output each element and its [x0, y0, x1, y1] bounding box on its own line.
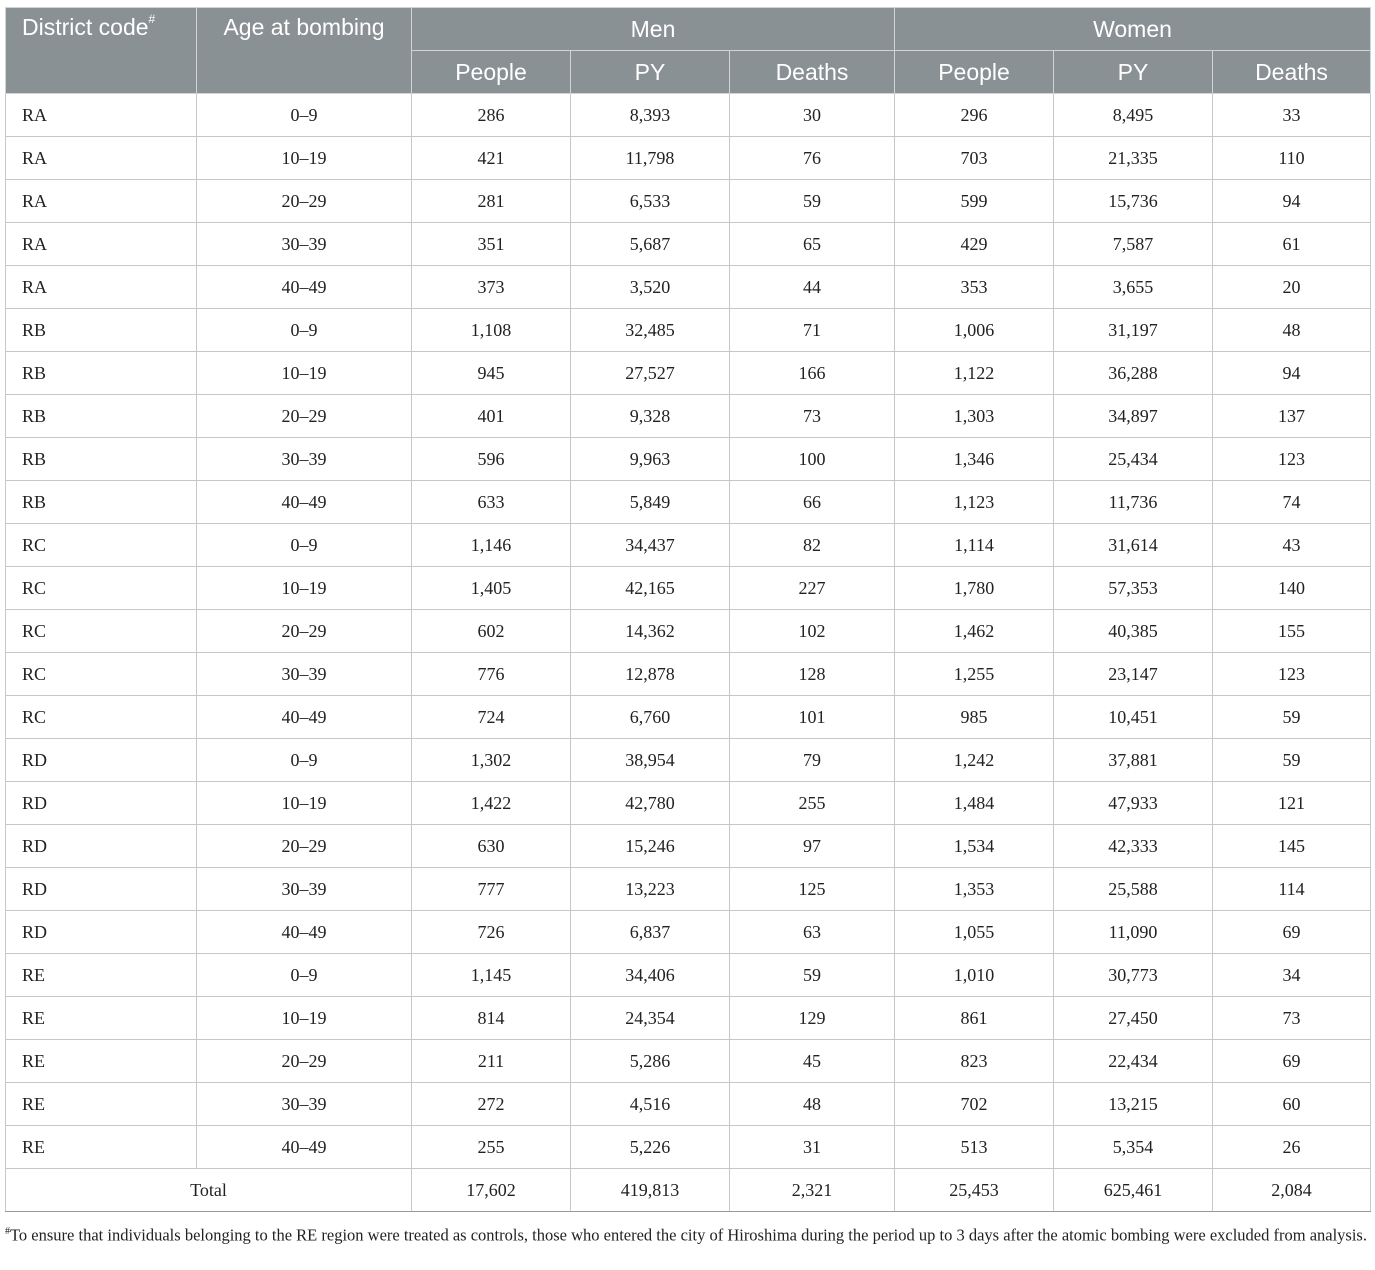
table-row	[6, 524, 1371, 567]
table-row	[6, 610, 1371, 653]
cell-age: 20–29	[197, 1040, 412, 1083]
table-row	[6, 395, 1371, 438]
cell-age: 40–49	[197, 1126, 412, 1169]
cell-women-py: 57,353	[1054, 567, 1213, 610]
table-row	[6, 266, 1371, 309]
cell-men-people: 1,145	[412, 954, 571, 997]
cell-women-py: 21,335	[1054, 137, 1213, 180]
cell-women-people: 702	[895, 1083, 1054, 1126]
cell-men-people: 401	[412, 395, 571, 438]
cell-district-code: RA	[6, 223, 197, 266]
table-row	[6, 696, 1371, 739]
table-body	[6, 94, 1371, 1212]
table-row	[6, 481, 1371, 524]
cell-men-py: 42,780	[571, 782, 730, 825]
cell-district-code: RA	[6, 94, 197, 137]
cell-men-people: 1,302	[412, 739, 571, 782]
cell-men-people: 776	[412, 653, 571, 696]
cell-women-py: 31,197	[1054, 309, 1213, 352]
cell-women-people: 599	[895, 180, 1054, 223]
cell-district-code: RA	[6, 137, 197, 180]
cell-women-py: 34,897	[1054, 395, 1213, 438]
cell-men-py: 6,760	[571, 696, 730, 739]
cell-men-py: 5,687	[571, 223, 730, 266]
mortality-table	[5, 7, 1371, 1212]
cell-district-code: RC	[6, 610, 197, 653]
cell-men-people: 1,108	[412, 309, 571, 352]
cell-age: 40–49	[197, 266, 412, 309]
cell-women-people: 513	[895, 1126, 1054, 1169]
cell-women-deaths: 155	[1213, 610, 1371, 653]
cell-men-deaths: 82	[730, 524, 895, 567]
cell-men-people: 421	[412, 137, 571, 180]
cell-women-deaths: 69	[1213, 1040, 1371, 1083]
cell-women-py: 40,385	[1054, 610, 1213, 653]
cell-women-py: 27,450	[1054, 997, 1213, 1040]
cell-women-deaths: 61	[1213, 223, 1371, 266]
cell-women-py: 47,933	[1054, 782, 1213, 825]
cell-men-py: 3,520	[571, 266, 730, 309]
table-row	[6, 739, 1371, 782]
cell-women-deaths: 60	[1213, 1083, 1371, 1126]
header-district-code-label: District code	[22, 14, 149, 40]
cell-age: 0–9	[197, 524, 412, 567]
cell-women-deaths: 59	[1213, 739, 1371, 782]
cell-district-code: RD	[6, 739, 197, 782]
cell-district-code: RC	[6, 696, 197, 739]
cell-women-py: 37,881	[1054, 739, 1213, 782]
cell-age: 30–39	[197, 653, 412, 696]
cell-district-code: RE	[6, 997, 197, 1040]
footnote-mark: #	[5, 1226, 10, 1237]
cell-men-people: 777	[412, 868, 571, 911]
cell-women-deaths: 59	[1213, 696, 1371, 739]
cell-women-py: 25,588	[1054, 868, 1213, 911]
table-row	[6, 997, 1371, 1040]
cell-district-code: RB	[6, 438, 197, 481]
cell-women-deaths: 110	[1213, 137, 1371, 180]
total-women-py: 625,461	[1054, 1169, 1213, 1212]
cell-women-people: 1,242	[895, 739, 1054, 782]
cell-men-deaths: 44	[730, 266, 895, 309]
cell-women-deaths: 34	[1213, 954, 1371, 997]
cell-women-people: 1,346	[895, 438, 1054, 481]
table-row	[6, 1126, 1371, 1169]
cell-men-deaths: 166	[730, 352, 895, 395]
cell-men-py: 6,533	[571, 180, 730, 223]
cell-district-code: RB	[6, 481, 197, 524]
cell-women-py: 8,495	[1054, 94, 1213, 137]
cell-age: 40–49	[197, 911, 412, 954]
cell-women-people: 1,534	[895, 825, 1054, 868]
cell-women-deaths: 114	[1213, 868, 1371, 911]
cell-men-py: 38,954	[571, 739, 730, 782]
table-header	[6, 8, 1371, 94]
table-row	[6, 180, 1371, 223]
cell-women-people: 296	[895, 94, 1054, 137]
cell-women-deaths: 48	[1213, 309, 1371, 352]
cell-age: 0–9	[197, 739, 412, 782]
cell-men-people: 281	[412, 180, 571, 223]
cell-men-py: 8,393	[571, 94, 730, 137]
table-row	[6, 954, 1371, 997]
cell-women-people: 1,780	[895, 567, 1054, 610]
cell-women-py: 36,288	[1054, 352, 1213, 395]
cell-men-deaths: 102	[730, 610, 895, 653]
cell-women-deaths: 123	[1213, 438, 1371, 481]
table-row	[6, 825, 1371, 868]
cell-men-deaths: 128	[730, 653, 895, 696]
cell-women-deaths: 20	[1213, 266, 1371, 309]
header-district-code	[6, 8, 197, 94]
header-women-py: PY	[1054, 51, 1213, 94]
cell-men-people: 211	[412, 1040, 571, 1083]
cell-district-code: RC	[6, 524, 197, 567]
cell-women-deaths: 26	[1213, 1126, 1371, 1169]
cell-age: 20–29	[197, 825, 412, 868]
table-row	[6, 137, 1371, 180]
table-row	[6, 1040, 1371, 1083]
cell-men-deaths: 48	[730, 1083, 895, 1126]
total-men-py: 419,813	[571, 1169, 730, 1212]
cell-women-py: 42,333	[1054, 825, 1213, 868]
cell-women-py: 7,587	[1054, 223, 1213, 266]
cell-men-py: 5,226	[571, 1126, 730, 1169]
cell-men-deaths: 45	[730, 1040, 895, 1083]
cell-age: 20–29	[197, 395, 412, 438]
cell-men-people: 814	[412, 997, 571, 1040]
cell-men-deaths: 79	[730, 739, 895, 782]
cell-women-py: 15,736	[1054, 180, 1213, 223]
table-row	[6, 653, 1371, 696]
cell-women-py: 11,090	[1054, 911, 1213, 954]
cell-women-deaths: 137	[1213, 395, 1371, 438]
cell-age: 20–29	[197, 180, 412, 223]
cell-men-deaths: 76	[730, 137, 895, 180]
cell-district-code: RD	[6, 825, 197, 868]
cell-men-py: 5,286	[571, 1040, 730, 1083]
table-row	[6, 567, 1371, 610]
cell-age: 10–19	[197, 997, 412, 1040]
header-men: Men	[412, 8, 895, 51]
cell-men-deaths: 63	[730, 911, 895, 954]
cell-men-people: 724	[412, 696, 571, 739]
header-men-people: People	[412, 51, 571, 94]
cell-women-py: 22,434	[1054, 1040, 1213, 1083]
cell-men-deaths: 59	[730, 180, 895, 223]
cell-age: 30–39	[197, 223, 412, 266]
table-container	[5, 7, 1370, 1247]
cell-women-people: 429	[895, 223, 1054, 266]
cell-district-code: RE	[6, 954, 197, 997]
cell-women-deaths: 94	[1213, 180, 1371, 223]
cell-men-py: 34,406	[571, 954, 730, 997]
cell-district-code: RB	[6, 309, 197, 352]
cell-district-code: RB	[6, 352, 197, 395]
cell-men-py: 12,878	[571, 653, 730, 696]
cell-women-people: 861	[895, 997, 1054, 1040]
cell-women-deaths: 121	[1213, 782, 1371, 825]
cell-men-people: 633	[412, 481, 571, 524]
cell-men-deaths: 101	[730, 696, 895, 739]
cell-men-people: 1,146	[412, 524, 571, 567]
table-row	[6, 911, 1371, 954]
cell-men-py: 14,362	[571, 610, 730, 653]
cell-men-py: 9,963	[571, 438, 730, 481]
cell-women-people: 1,484	[895, 782, 1054, 825]
cell-age: 30–39	[197, 868, 412, 911]
cell-women-deaths: 69	[1213, 911, 1371, 954]
total-men-deaths: 2,321	[730, 1169, 895, 1212]
cell-men-py: 5,849	[571, 481, 730, 524]
cell-men-py: 34,437	[571, 524, 730, 567]
cell-women-deaths: 94	[1213, 352, 1371, 395]
table-row	[6, 782, 1371, 825]
cell-district-code: RC	[6, 653, 197, 696]
cell-women-people: 1,010	[895, 954, 1054, 997]
cell-women-deaths: 33	[1213, 94, 1371, 137]
cell-men-py: 27,527	[571, 352, 730, 395]
cell-men-deaths: 227	[730, 567, 895, 610]
total-women-deaths: 2,084	[1213, 1169, 1371, 1212]
cell-men-deaths: 65	[730, 223, 895, 266]
table-row	[6, 868, 1371, 911]
cell-women-people: 353	[895, 266, 1054, 309]
cell-women-py: 31,614	[1054, 524, 1213, 567]
total-row	[6, 1169, 1371, 1212]
total-men-people: 17,602	[412, 1169, 571, 1212]
cell-women-py: 13,215	[1054, 1083, 1213, 1126]
cell-women-people: 703	[895, 137, 1054, 180]
cell-age: 0–9	[197, 954, 412, 997]
cell-men-deaths: 31	[730, 1126, 895, 1169]
cell-men-py: 4,516	[571, 1083, 730, 1126]
total-women-people: 25,453	[895, 1169, 1054, 1212]
cell-men-py: 13,223	[571, 868, 730, 911]
cell-women-py: 11,736	[1054, 481, 1213, 524]
cell-district-code: RE	[6, 1040, 197, 1083]
cell-age: 20–29	[197, 610, 412, 653]
cell-men-deaths: 59	[730, 954, 895, 997]
header-men-py: PY	[571, 51, 730, 94]
cell-age: 10–19	[197, 137, 412, 180]
cell-age: 40–49	[197, 696, 412, 739]
cell-district-code: RA	[6, 266, 197, 309]
cell-men-py: 42,165	[571, 567, 730, 610]
cell-men-deaths: 125	[730, 868, 895, 911]
table-row	[6, 223, 1371, 266]
cell-women-people: 1,123	[895, 481, 1054, 524]
cell-district-code: RC	[6, 567, 197, 610]
cell-men-py: 15,246	[571, 825, 730, 868]
cell-women-py: 5,354	[1054, 1126, 1213, 1169]
cell-district-code: RE	[6, 1083, 197, 1126]
cell-men-py: 11,798	[571, 137, 730, 180]
cell-age: 30–39	[197, 1083, 412, 1126]
cell-age: 0–9	[197, 94, 412, 137]
cell-men-py: 24,354	[571, 997, 730, 1040]
cell-men-people: 373	[412, 266, 571, 309]
cell-women-people: 1,462	[895, 610, 1054, 653]
cell-district-code: RB	[6, 395, 197, 438]
table-row	[6, 1083, 1371, 1126]
cell-men-deaths: 66	[730, 481, 895, 524]
cell-men-people: 602	[412, 610, 571, 653]
total-label: Total	[6, 1169, 412, 1212]
cell-women-people: 1,055	[895, 911, 1054, 954]
cell-men-py: 9,328	[571, 395, 730, 438]
cell-women-people: 1,255	[895, 653, 1054, 696]
cell-men-deaths: 30	[730, 94, 895, 137]
header-footnote-mark: #	[148, 12, 156, 26]
header-women-deaths: Deaths	[1213, 51, 1371, 94]
header-men-deaths: Deaths	[730, 51, 895, 94]
cell-women-deaths: 145	[1213, 825, 1371, 868]
table-row	[6, 438, 1371, 481]
cell-age: 30–39	[197, 438, 412, 481]
cell-district-code: RE	[6, 1126, 197, 1169]
cell-district-code: RA	[6, 180, 197, 223]
footnote-text: To ensure that individuals belonging to the RE region were treated as controls, those who entered the city of Hiroshima during the period up to 3 days after the atomic bombing were excluded from analysis.	[10, 1225, 1367, 1245]
header-age-at-bombing: Age at bombing	[197, 8, 412, 94]
cell-age: 10–19	[197, 567, 412, 610]
cell-men-people: 945	[412, 352, 571, 395]
table-row	[6, 94, 1371, 137]
cell-men-people: 351	[412, 223, 571, 266]
cell-men-deaths: 73	[730, 395, 895, 438]
cell-men-deaths: 97	[730, 825, 895, 868]
cell-men-people: 726	[412, 911, 571, 954]
header-women: Women	[895, 8, 1371, 51]
cell-men-deaths: 71	[730, 309, 895, 352]
cell-women-deaths: 140	[1213, 567, 1371, 610]
cell-men-people: 630	[412, 825, 571, 868]
cell-women-py: 30,773	[1054, 954, 1213, 997]
cell-men-deaths: 100	[730, 438, 895, 481]
cell-men-people: 1,405	[412, 567, 571, 610]
cell-men-people: 1,422	[412, 782, 571, 825]
cell-women-py: 25,434	[1054, 438, 1213, 481]
cell-age: 0–9	[197, 309, 412, 352]
cell-men-deaths: 129	[730, 997, 895, 1040]
table-footnote	[5, 1220, 1370, 1247]
cell-men-people: 286	[412, 94, 571, 137]
cell-age: 40–49	[197, 481, 412, 524]
cell-women-people: 1,303	[895, 395, 1054, 438]
cell-men-py: 6,837	[571, 911, 730, 954]
cell-age: 10–19	[197, 352, 412, 395]
table-row	[6, 309, 1371, 352]
cell-women-people: 1,122	[895, 352, 1054, 395]
cell-women-people: 1,114	[895, 524, 1054, 567]
cell-age: 10–19	[197, 782, 412, 825]
cell-men-people: 255	[412, 1126, 571, 1169]
cell-women-deaths: 123	[1213, 653, 1371, 696]
cell-district-code: RD	[6, 868, 197, 911]
cell-women-py: 3,655	[1054, 266, 1213, 309]
cell-women-people: 1,353	[895, 868, 1054, 911]
cell-men-py: 32,485	[571, 309, 730, 352]
cell-women-deaths: 74	[1213, 481, 1371, 524]
cell-women-people: 1,006	[895, 309, 1054, 352]
cell-district-code: RD	[6, 782, 197, 825]
cell-men-deaths: 255	[730, 782, 895, 825]
cell-women-py: 10,451	[1054, 696, 1213, 739]
cell-women-people: 823	[895, 1040, 1054, 1083]
cell-women-deaths: 73	[1213, 997, 1371, 1040]
cell-district-code: RD	[6, 911, 197, 954]
header-women-people: People	[895, 51, 1054, 94]
cell-men-people: 596	[412, 438, 571, 481]
table-row	[6, 352, 1371, 395]
cell-women-py: 23,147	[1054, 653, 1213, 696]
cell-women-people: 985	[895, 696, 1054, 739]
cell-men-people: 272	[412, 1083, 571, 1126]
cell-women-deaths: 43	[1213, 524, 1371, 567]
